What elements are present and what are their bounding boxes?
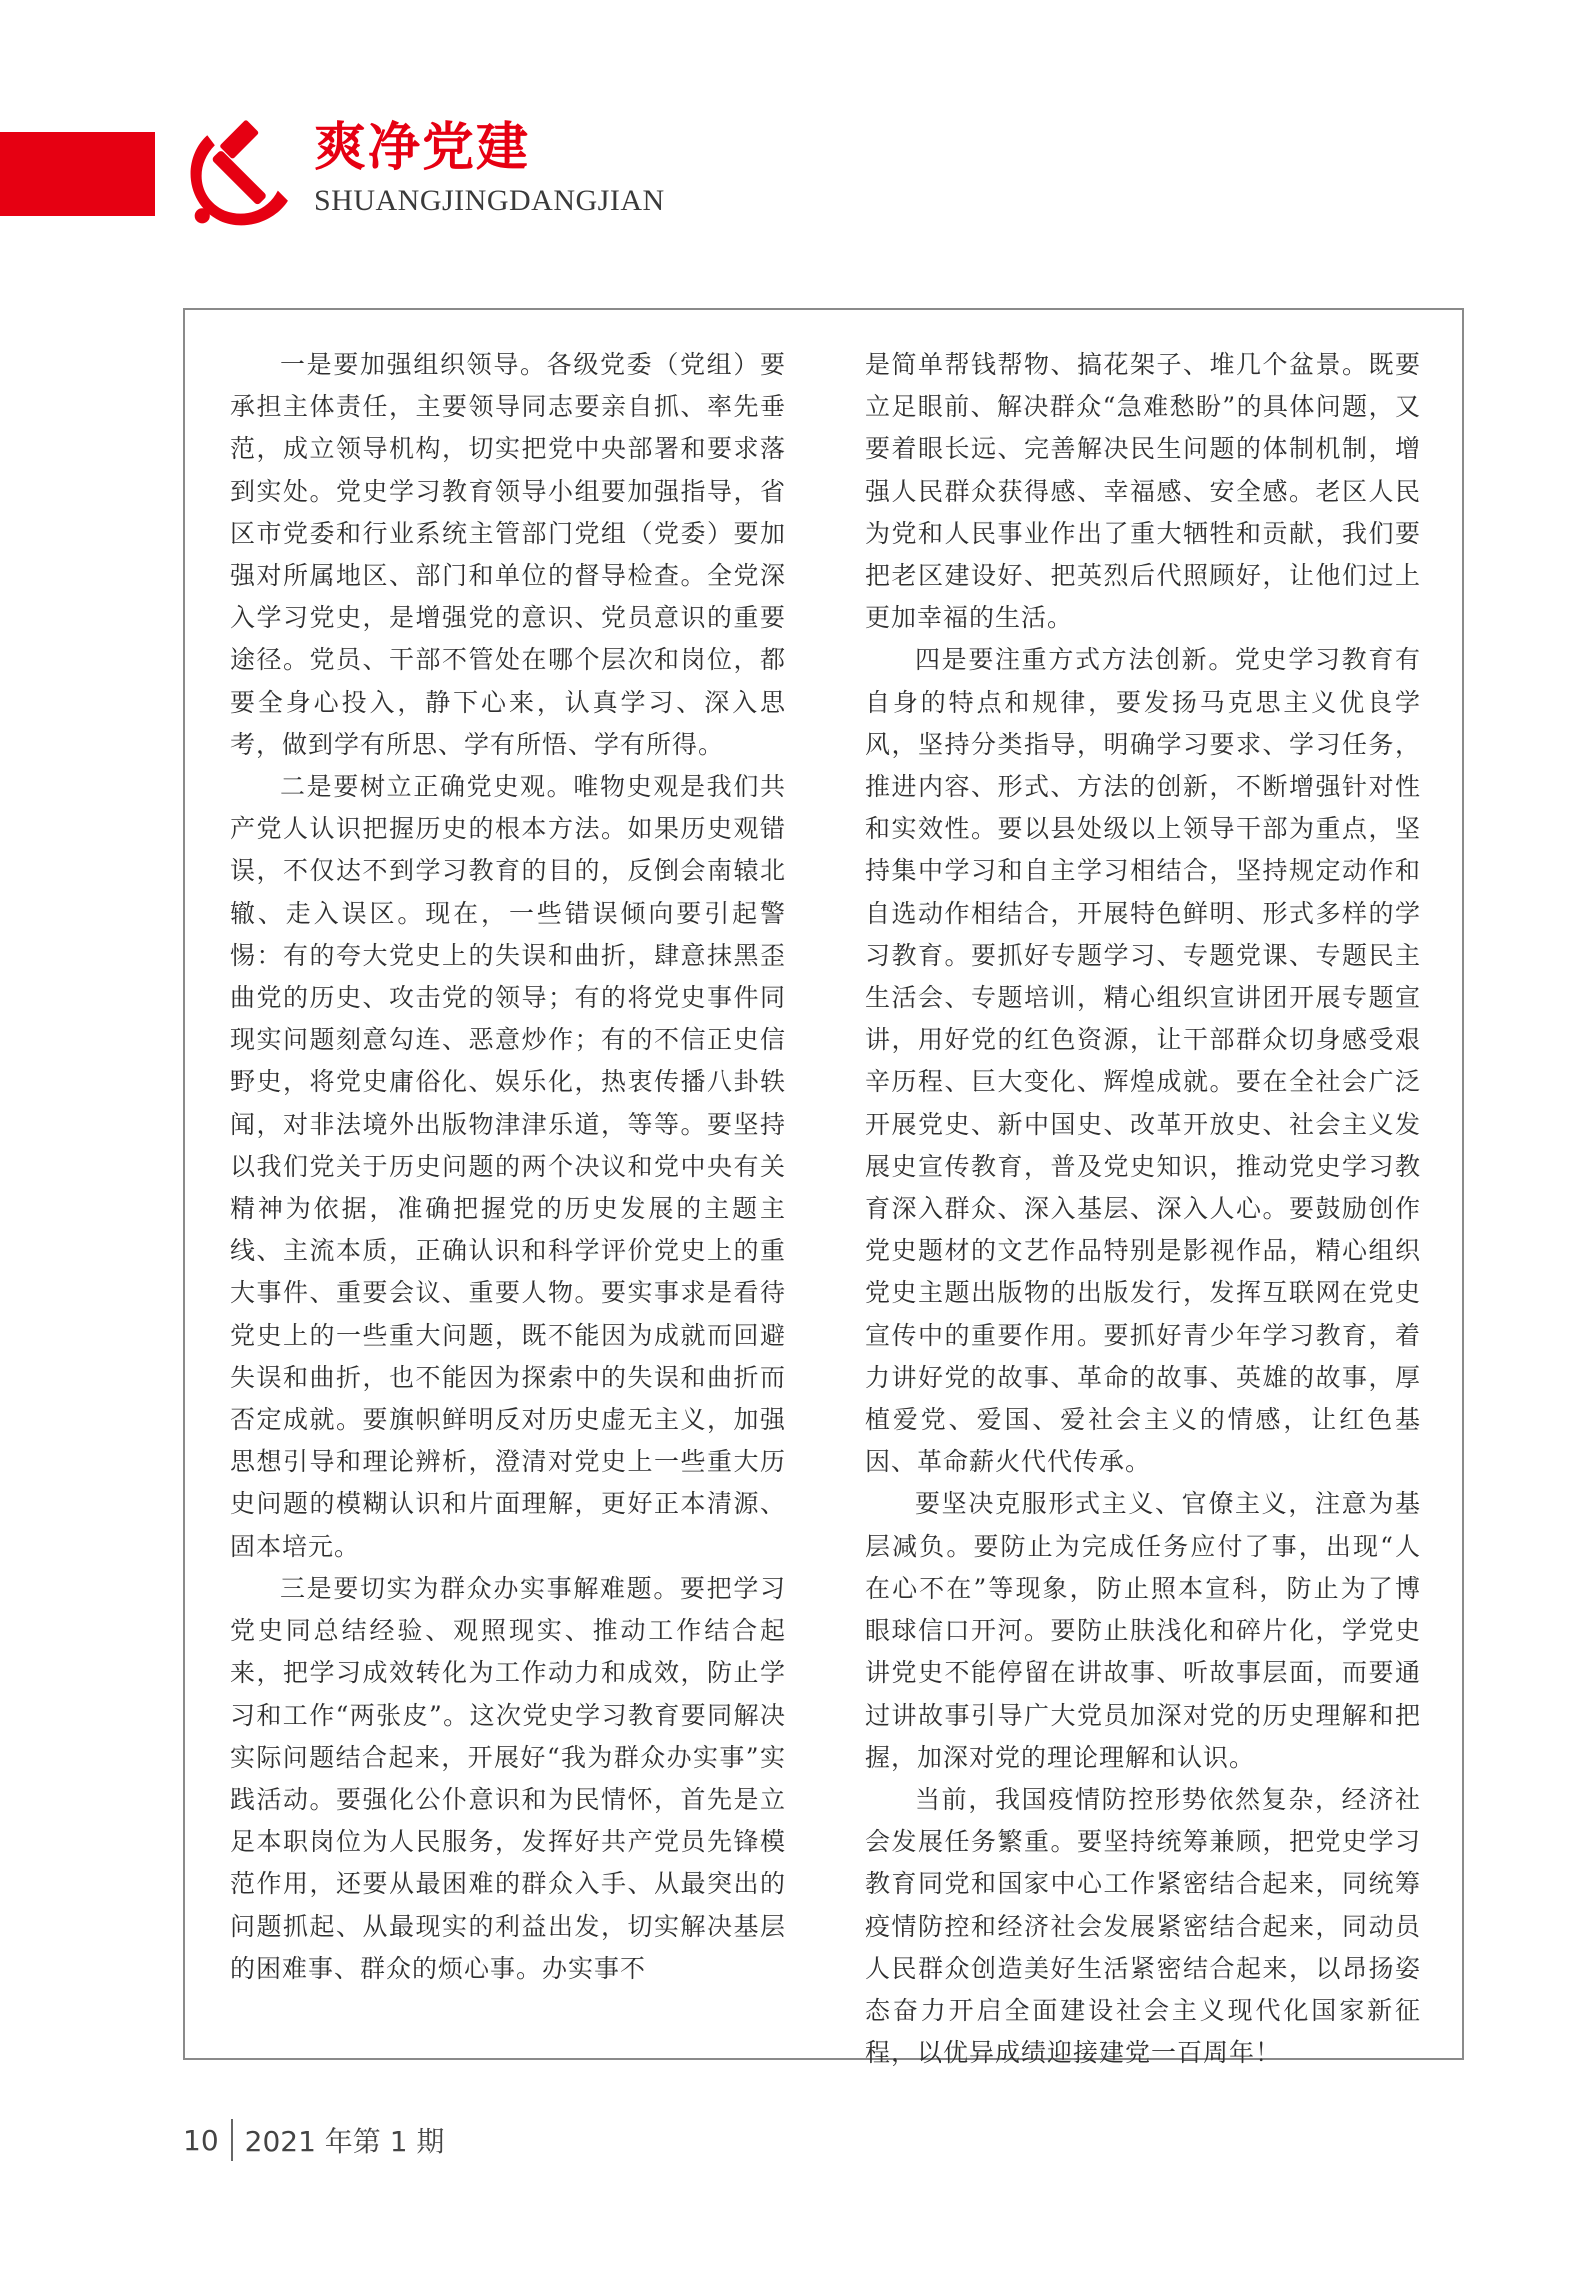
paragraph: 一是要加强组织领导。各级党委（党组）要承担主体责任，主要领导同志要亲自抓、率先垂范，成立领导机构，切实把党中央部署和要求落到实处。党史学习教育领导小组要加强指导，省区市党委和行业系统主管部门党组（党委）要加强对所属地区、部门和单位的督导检查。全党深入学习党史，是增强党的意识、党员意识的重要途径。党员、干部不管处在哪个层次和岗位，都要全身心投入，静下心来，认真学习、深入思考，做到学有所思、学有所悟、学有所得。 [230,350,786,759]
article-right-column [865,344,1421,2074]
header-red-band [0,132,155,216]
issue-label: 2021 年第 1 期 [244,2125,445,2158]
paragraph: 要坚决克服形式主义、官僚主义，注意为基层减负。要防止为完成任务应付了事，出现“人在心不在”等现象，防止照本宣科，防止为了博眼球信口开河。要防止肤浅化和碎片化，学党史讲党史不能停留在讲故事、听故事层面，而要通过讲故事引导广大党员加深对党的历史理解和把握，加深对党的理论理解和认识。 [865,1489,1421,1772]
article-left-column [230,344,786,1990]
brand-title: 爽净党建 [314,118,531,178]
brand-subtitle: SHUANGJINGDANGJIAN [314,184,665,217]
page-footer [183,2118,444,2162]
paragraph-continuation: 是简单帮钱帮物、搞花架子、堆几个盆景。既要立足眼前、解决群众“急难愁盼”的具体问题，又要着眼长远、完善解决民生问题的体制机制，增强人民群众获得感、幸福感、安全感。老区人民为党和人民事业作出了重大牺牲和贡献，我们要把老区建设好、把英烈后代照顾好，让他们过上更加幸福的生活。 [865,350,1421,633]
page-number: 10 [183,2123,219,2157]
footer-divider [231,2119,233,2161]
paragraph: 四是要注重方式方法创新。党史学习教育有自身的特点和规律，要发扬马克思主义优良学风，坚持分类指导，明确学习要求、学习任务，推进内容、形式、方法的创新，不断增强针对性和实效性。要以县处级以上领导干部为重点，坚持集中学习和自主学习相结合，坚持规定动作和自选动作相结合，开展特色鲜明、形式多样的学习教育。要抓好专题学习、专题党课、专题民主生活会、专题培训，精心组织宣讲团开展专题宣讲，用好党的红色资源，让干部群众切身感受艰辛历程、巨大变化、辉煌成就。要在全社会广泛开展党史、新中国史、改革开放史、社会主义发展史宣传教育，普及党史知识，推动党史学习教育深入群众、深入基层、深入人心。要鼓励创作党史题材的文艺作品特别是影视作品，精心组织党史主题出版物的出版发行，发挥互联网在党史宣传中的重要作用。要抓好青少年学习教育，着力讲好党的故事、革命的故事、英雄的故事，厚植爱党、爱国、爱社会主义的情感，让红色基因、革命薪火代代传承。 [865,645,1421,1477]
paragraph: 二是要树立正确党史观。唯物史观是我们共产党人认识把握历史的根本方法。如果历史观错误，不仅达不到学习教育的目的，反倒会南辕北辙、走入误区。现在，一些错误倾向要引起警惕：有的夸大党史上的失误和曲折，肆意抹黑歪曲党的历史、攻击党的领导；有的将党史事件同现实问题刻意勾连、恶意炒作；有的不信正史信野史，将党史庸俗化、娱乐化，热衷传播八卦轶闻，对非法境外出版物津津乐道，等等。要坚持以我们党关于历史问题的两个决议和党中央有关精神为依据，准确把握党的历史发展的主题主线、主流本质，正确认识和科学评价党史上的重大事件、重要会议、重要人物。要实事求是看待党史上的一些重大问题，既不能因为成就而回避失误和曲折，也不能因为探索中的失误和曲折而否定成就。要旗帜鲜明反对历史虚无主义，加强思想引导和理论辨析，澄清对党史上一些重大历史问题的模糊认识和片面理解，更好正本清源、固本培元。 [230,772,786,1561]
article-box [183,308,1464,2068]
paragraph: 三是要切实为群众办实事解难题。要把学习党史同总结经验、观照现实、推动工作结合起来，把学习成效转化为工作动力和成效，防止学习和工作“两张皮”。这次党史学习教育要同解决实际问题结合起来，开展好“我为群众办实事”实践活动。要强化公仆意识和为民情怀，首先是立足本职岗位为人民服务，发挥好共产党员先锋模范作用，还要从最困难的群众入手、从最突出的问题抓起、从最现实的利益出发，切实解决基层的困难事、群众的烦心事。办实事不 [230,1573,786,1983]
paragraph: 当前，我国疫情防控形势依然复杂，经济社会发展任务繁重。要坚持统筹兼顾，把党史学习教育同党和国家中心工作紧密结合起来，同统筹疫情防控和经济社会发展紧密结合起来，同动员人民群众创造美好生活紧密结合起来，以昂扬姿态奋力开启全面建设社会主义现代化国家新征程，以优异成绩迎接建党一百周年！ [865,1784,1421,2068]
hammer-sickle-icon [172,110,298,236]
